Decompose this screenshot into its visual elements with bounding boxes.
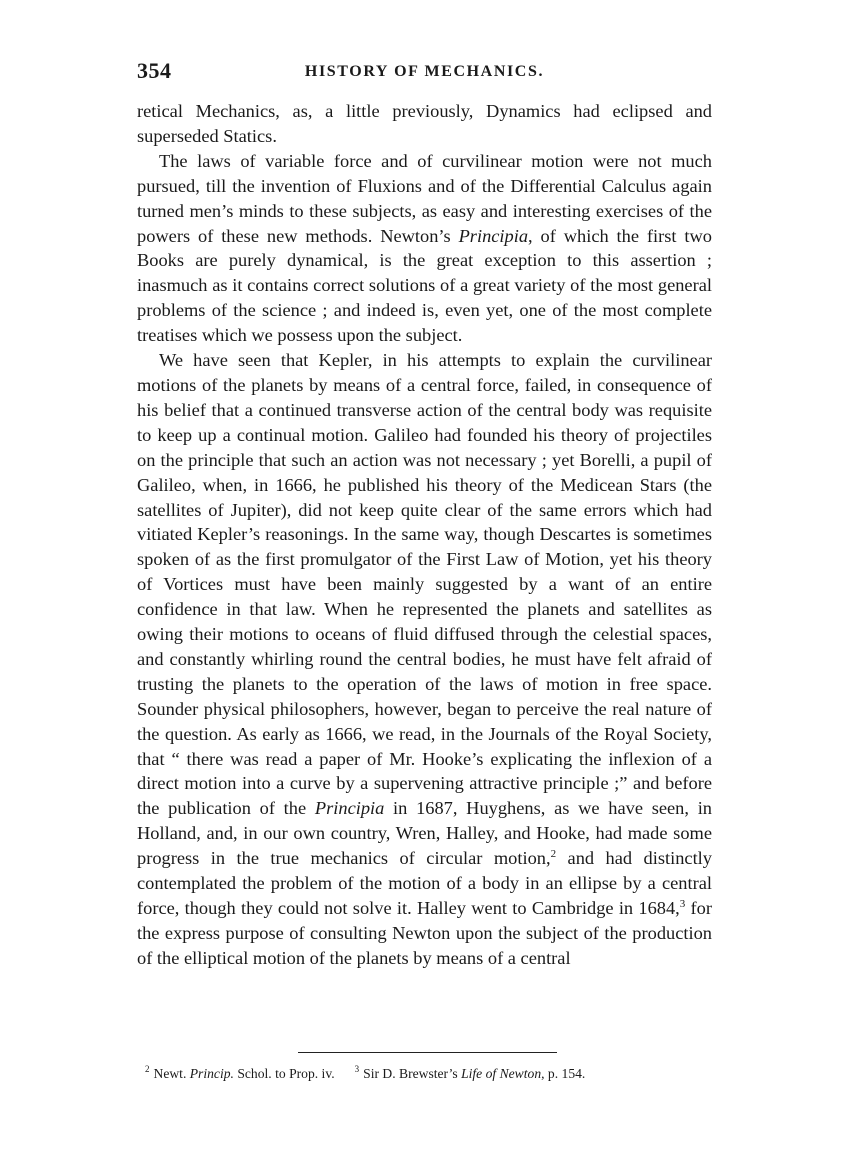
footnote-divider — [298, 1052, 557, 1053]
paragraph-3-text-a: We have seen that Kepler, in his attempts to explain the curvilinear motions of the planets by means of a central force, failed, in consequence of his belief that a continued transverse action of the central body was requisite to keep up a continual motion. Galileo had founded his theory of projectiles on the principle that such an action was not necessary ; yet Borelli, a pupil of Galileo, when, in 1666, he published his theory of the Medicean Stars (the satellites of Jupiter), did not keep quite clear of the same errors which had vitiated Kepler’s reasonings. In the same way, though Descartes is sometimes spoken of as the first promulgator of the First Law of Motion, yet his theory of Vortices must have been mainly suggested by a want of an entire confidence in that law. When he represented the planets and satellites as owing their motions to oceans of fluid diffused through the celestial spaces, and constantly whirling round the central bodies, he must have felt afraid of trusting the planets to the operation of the laws of motion in free space. Sounder physical philosophers, however, began to perceive the real nature of the question. As early as 1666, we read, in the Journals of the Royal Society, that “ there was read a paper of Mr. Hooke’s explicating the inflexion of a direct motion into a curve by a supervening attractive principle ;” and before the publication of the — [137, 350, 712, 819]
paragraph-3 — [137, 348, 712, 971]
footnote-text: Schol. to Prop. iv. — [233, 1066, 335, 1081]
footnote-italic: Life of Newton — [461, 1066, 542, 1081]
paragraph-2-text-c: , of which the first two Books are purely dynamical, is the great exception to this assertion ; inasmuch as it contains correct solutions of a great variety of the most general problems of the science ; and indeed is, even yet, one of the most complete treatises which we possess upon the subject. — [137, 225, 713, 346]
paragraph-3-text-e: for the express purpose of consulting Newton upon the subject of the production of the elliptical motion of the planets by means of a central — [137, 898, 712, 968]
principia-title-2: Principia — [314, 798, 385, 819]
footnote-ref-2[interactable]: 2 — [550, 848, 557, 861]
paragraph-3-text-c: in 1687, Huyghens, as we have seen, in Holland, and, in our own country, Wren, Halley, and Hooke, had made some progress in the true mechanics of circular motion, — [137, 798, 713, 869]
page-header — [137, 58, 712, 88]
footnotes — [145, 1064, 725, 1084]
footnote-text: Sir D. Brewster’s — [363, 1066, 462, 1081]
paragraph-2 — [137, 149, 712, 348]
page-number: 354 — [137, 58, 172, 83]
footnote-text: , p. 154. — [541, 1066, 586, 1081]
footnote-ref-3[interactable]: 3 — [679, 897, 686, 910]
running-title: HISTORY OF MECHANICS. — [304, 63, 545, 80]
footnote-italic: Princip. — [189, 1066, 234, 1081]
paragraph-1 — [137, 99, 712, 149]
paragraph-2-text-a: The laws of variable force and of curvilinear motion were not much pursued, till the invention of Fluxions and of the Differential Calculus again turned men’s minds to these subjects, as easy and interesting exercises of the powers of these new methods. Newton’s — [137, 150, 712, 246]
footnote-2 — [145, 1064, 335, 1084]
footnote-mark: 2 — [145, 1064, 150, 1075]
footnote-mark: 3 — [354, 1064, 360, 1075]
principia-title: Principia — [458, 225, 529, 246]
paragraph-3-text-d: and had distinctly contemplated the problem of the motion of a body in an ellipse by a central force, though they could not solve it. Halley went to Cambridge in 1684, — [137, 848, 712, 918]
paragraph-1-text: retical Mechanics, as, a little previously, Dynamics had eclipsed and superseded Statics. — [137, 101, 712, 146]
body-text — [137, 99, 712, 971]
footnote-3 — [355, 1064, 586, 1084]
footnote-text: Newt. — [153, 1066, 190, 1081]
